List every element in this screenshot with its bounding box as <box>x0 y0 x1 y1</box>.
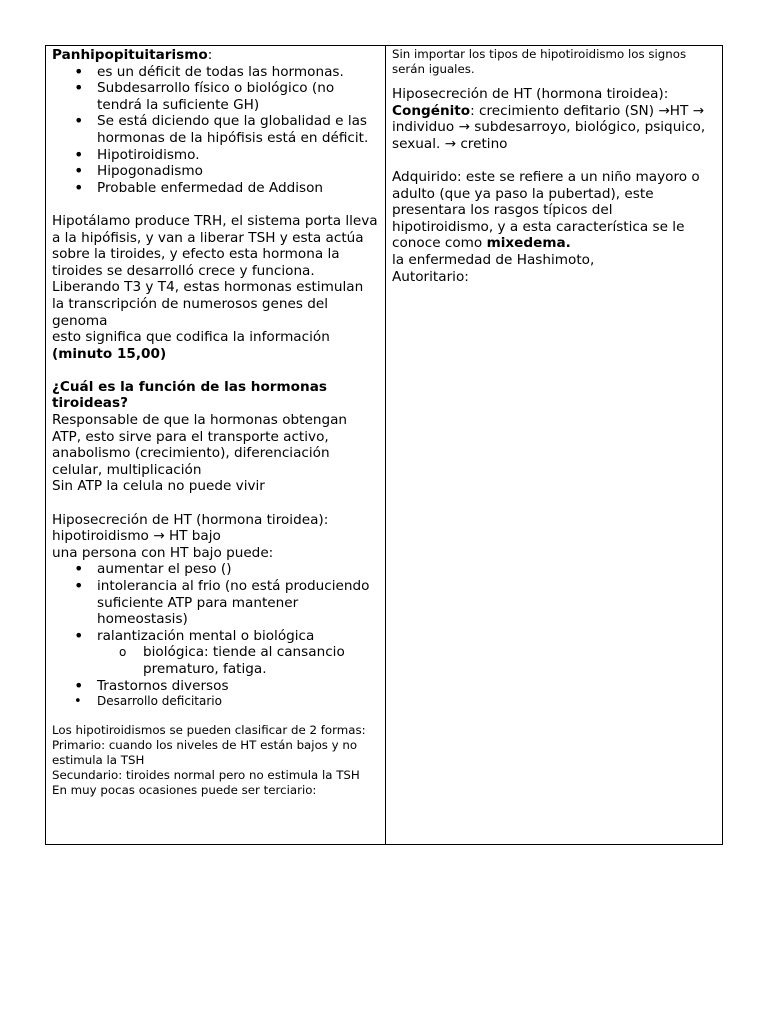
list-item: • Hipotiroidismo. <box>52 147 379 164</box>
right-hiposecrecion-heading: Hiposecreción de HT (hormona tiroidea): <box>392 86 669 102</box>
arrow-right-icon: → <box>444 135 457 152</box>
clasificacion-text: Los hipotiroidismos se pueden clasificar de 2 formas: <box>52 723 366 738</box>
answer-sin-atp: Sin ATP la celula no puede vivir <box>52 478 265 495</box>
mixedema-term: mixedema. <box>486 235 571 252</box>
answer-atp: Responsable de que la hormonas obtengan ATP, esto sirve para el transporte activo, anabolismo (crecimiento), diferenciación celular, multiplicación <box>52 412 348 478</box>
adquirido-paragraph <box>392 169 716 252</box>
hashimoto-text: la enfermedad de Hashimoto, <box>392 251 595 268</box>
arrow-right-icon: → <box>458 119 470 136</box>
secundario-text: Secundario: tiroides normal pero no estimula la TSH <box>52 768 360 783</box>
list-item: • Trastornos diversos <box>52 678 379 695</box>
hipotiroidismo-line <box>52 528 379 545</box>
right-column <box>386 46 723 845</box>
panhipo-heading <box>52 47 379 64</box>
sub-list <box>52 644 379 677</box>
trastornos-list <box>52 678 379 695</box>
congenito-text-b: HT <box>669 102 693 119</box>
list-item: • Desarrollo deficitario <box>52 694 379 709</box>
arrow-right-icon: → <box>692 102 704 119</box>
congenito-text-d: subdesarroyo, biológico, psiquico, sexual. <box>392 119 706 152</box>
autoritario-text: Autoritario: <box>392 268 469 285</box>
list-item: • aumentar el peso () <box>52 561 379 578</box>
panhipo-title: Panhipopituitarismo <box>52 47 208 63</box>
list-item: • Probable enfermedad de Addison <box>52 180 379 197</box>
primario-text: Primario: cuando los niveles de HT están bajos y no estimula la TSH <box>52 738 358 768</box>
ht-bajo-text: HT bajo <box>168 528 221 545</box>
sintomas-list <box>52 561 379 644</box>
congenito-text-e: cretino <box>456 135 508 152</box>
minuto-note: (minuto 15,00) <box>52 345 167 362</box>
list-item: • Se está diciendo que la globalidad e las hormonas de la hipófisis está en déficit. <box>52 113 379 146</box>
question-heading: ¿Cuál es la función de las hormonas tiroideas? <box>52 378 327 412</box>
list-item: • ralantización mental o biológica <box>52 628 379 645</box>
list-item: • intolerancia al frio (no está produciendo suficiente ATP para mantener homeostasis) <box>52 578 379 628</box>
list-item: • Hipogonadismo <box>52 163 379 180</box>
list-item: • es un déficit de todas las hormonas. <box>52 64 379 81</box>
left-column <box>46 46 386 845</box>
list-item: o biológica: tiende al cansancio prematuro, fatiga. <box>52 644 379 677</box>
congenito-text-c: individuo <box>392 119 459 136</box>
paragraph-codifica: esto significa que codifica la información <box>52 329 330 346</box>
notes-table <box>45 45 723 845</box>
congenito-text-a: : crecimiento defitario (SN) <box>470 102 659 119</box>
paragraph-t3-t4: Liberando T3 y T4, estas hormonas estimulan la transcripción de numerosos genes del genoma <box>52 279 364 329</box>
panhipo-colon: : <box>207 47 213 63</box>
hipotiroidismo-text: hipotiroidismo <box>52 528 149 545</box>
list-item: • Subdesarrollo físico o biológico (no tendrá la suficiente GH) <box>52 80 379 113</box>
desarrollo-list <box>52 694 379 709</box>
persona-line: una persona con HT bajo puede: <box>52 544 274 561</box>
hiposecrecion-heading: Hiposecreción de HT (hormona tiroidea): <box>52 511 329 528</box>
arrow-right-icon: → <box>658 102 670 119</box>
arrow-right-icon: → <box>153 528 165 545</box>
adquirido-text: Adquirido: este se refiere a un niño mayoro o adulto (que ya paso la pubertad), este presentara los rasgos típicos del hipotiroidismo, y a esta característica se le conoce como <box>392 168 700 252</box>
congenito-label: Congénito <box>392 102 471 119</box>
panhipo-list <box>52 64 379 197</box>
paragraph-trh: Hipotálamo produce TRH, el sistema porta lleva a la hipófisis, y van a liberar TSH y esta actúa sobre la tiroides, y efecto esta hormona la tiroides se desarrolló crece y funciona. <box>52 212 378 279</box>
congenito-paragraph <box>392 103 716 153</box>
terciario-text: En muy pocas ocasiones puede ser terciario: <box>52 783 317 798</box>
intro-text: Sin importar los tipos de hipotiroidismo los signos serán iguales. <box>392 47 687 76</box>
